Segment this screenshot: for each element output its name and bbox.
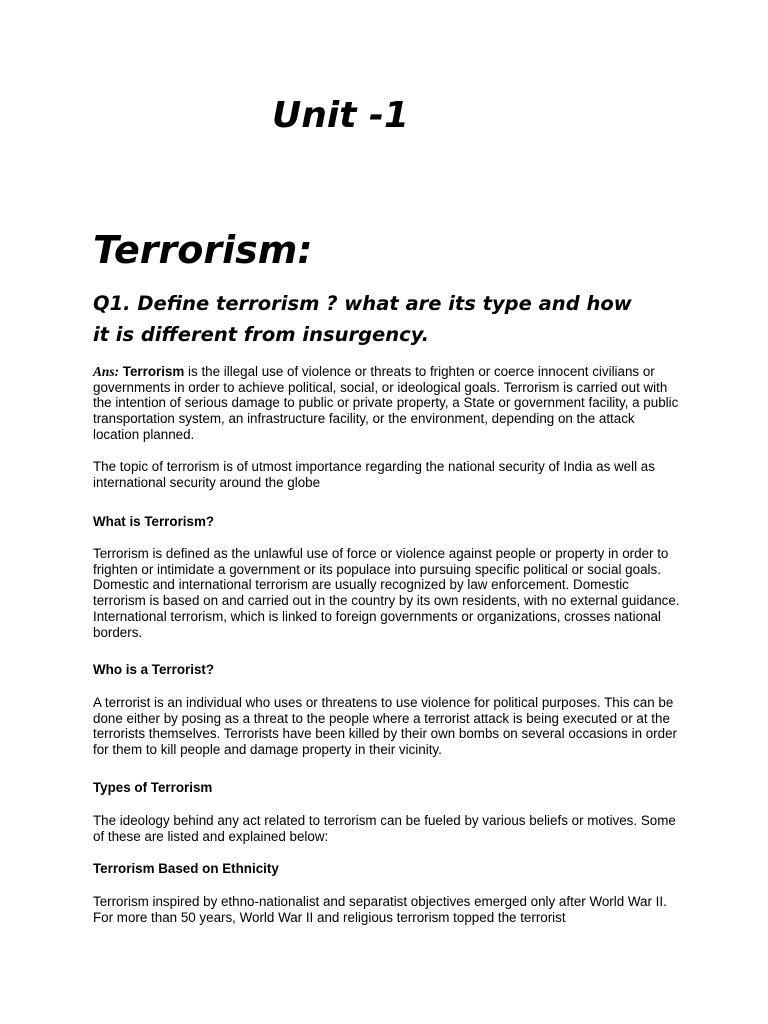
ethnicity-paragraph: Terrorism inspired by ethno-nationalist and separatist objectives emerged only after World War II. For more than 50 years, World War II and religious terrorism topped the terrorist (93, 894, 667, 925)
what-is-terrorism-paragraph: Terrorism is defined as the unlawful use of force or violence against people or property in order to frighten or intimidate a government or its populace into pursuing specific political or social goals. Domestic and international terrorism are usually recognized by law enforcement. Domestic terrorism is based on and carried out in the country by its own residents, with no external guidance. International terrorism, which is linked to foreign governments or organizations, crosses national borders. (93, 546, 680, 640)
heading-who-is-terrorist: Who is a Terrorist? (93, 662, 215, 677)
heading-what-is-terrorism: What is Terrorism? (93, 514, 215, 529)
question-heading: Q1. Define terrorism ? what are its type and how it is different from insurgency. (93, 292, 632, 346)
answer-text: is the illegal use of violence or threats to frighten or coerce innocent civilians or governments in order to achieve political, social, or ideological goals. Terrorism is carried out with the intention of serious damage to public or private property, a State or government facility, a public transportation system, an infrastructure facility, or the environment, depending on the attack location planned. (93, 364, 679, 442)
heading-ethnicity: Terrorism Based on Ethnicity (93, 861, 279, 876)
section-title: Terrorism: (93, 228, 313, 272)
answer-term: Terrorism (122, 364, 185, 379)
unit-title: Unit -1 (272, 95, 409, 136)
answer-paragraph (93, 364, 683, 443)
who-is-terrorist-paragraph: A terrorist is an individual who uses or threatens to use violence for political purposes. This can be done either by posing as a threat to the people where a terrorist attack is being executed or at the terrorists themselves. Terrorists have been killed by their own bombs on several occasions in order for them to kill people and damage property in their vicinity. (93, 695, 677, 758)
answer-label: Ans: (93, 364, 120, 379)
types-paragraph: The ideology behind any act related to terrorism can be fueled by various beliefs or motives. Some of these are listed and explained below: (93, 813, 676, 844)
topic-paragraph: The topic of terrorism is of utmost importance regarding the national security of India as well as international security around the globe (93, 459, 655, 490)
heading-types-of-terrorism: Types of Terrorism (93, 780, 213, 795)
